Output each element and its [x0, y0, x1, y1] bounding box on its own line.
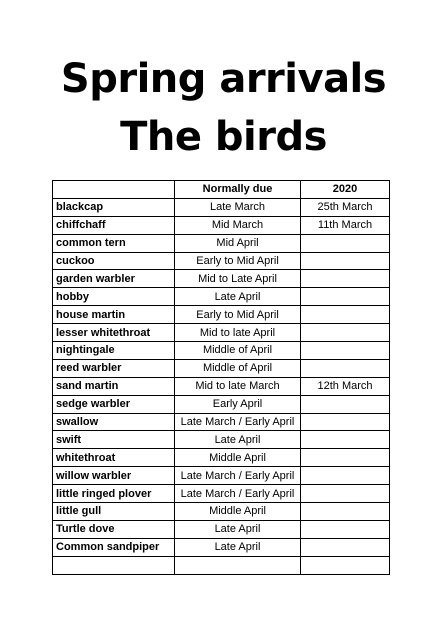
normally-due: Mid to late April	[175, 324, 301, 342]
bird-name: willow warbler	[53, 467, 175, 485]
normally-due: Late April	[175, 520, 301, 538]
normally-due: Late April	[175, 431, 301, 449]
arrival-2020	[301, 556, 390, 574]
normally-due: Middle of April	[175, 342, 301, 360]
arrival-2020	[301, 413, 390, 431]
arrival-2020	[301, 449, 390, 467]
normally-due: Early to Mid April	[175, 252, 301, 270]
page-title	[0, 50, 447, 166]
table-row	[53, 467, 390, 485]
normally-due: Mid to Late April	[175, 270, 301, 288]
bird-name: whitethroat	[53, 449, 175, 467]
table-row	[53, 413, 390, 431]
table-row	[53, 359, 390, 377]
table-row	[53, 306, 390, 324]
arrival-2020	[301, 270, 390, 288]
table-row	[53, 395, 390, 413]
arrival-2020	[301, 395, 390, 413]
bird-name: house martin	[53, 306, 175, 324]
table-row	[53, 216, 390, 234]
bird-name: reed warbler	[53, 359, 175, 377]
normally-due: Early April	[175, 395, 301, 413]
table-row	[53, 485, 390, 503]
header-normally-due: Normally due	[175, 181, 301, 199]
arrival-2020	[301, 306, 390, 324]
normally-due: Middle April	[175, 449, 301, 467]
bird-arrivals-table	[52, 180, 390, 575]
table-row	[53, 556, 390, 574]
normally-due: Late April	[175, 288, 301, 306]
normally-due: Mid March	[175, 216, 301, 234]
bird-name: common tern	[53, 234, 175, 252]
bird-name: little gull	[53, 503, 175, 521]
arrival-2020	[301, 234, 390, 252]
arrival-2020	[301, 324, 390, 342]
arrival-2020: 12th March	[301, 377, 390, 395]
bird-name: lesser whitethroat	[53, 324, 175, 342]
table-row	[53, 520, 390, 538]
bird-name: little ringed plover	[53, 485, 175, 503]
table-row	[53, 270, 390, 288]
bird-name: sand martin	[53, 377, 175, 395]
normally-due: Late March / Early April	[175, 485, 301, 503]
bird-name: hobby	[53, 288, 175, 306]
arrival-2020	[301, 538, 390, 556]
header-bird	[53, 181, 175, 199]
normally-due: Late March / Early April	[175, 467, 301, 485]
bird-name: sedge warbler	[53, 395, 175, 413]
table-row	[53, 342, 390, 360]
bird-name: blackcap	[53, 198, 175, 216]
arrival-2020	[301, 252, 390, 270]
arrival-2020	[301, 485, 390, 503]
normally-due: Mid to late March	[175, 377, 301, 395]
arrival-2020	[301, 359, 390, 377]
table-row	[53, 449, 390, 467]
arrival-2020	[301, 467, 390, 485]
normally-due: Middle April	[175, 503, 301, 521]
header-2020: 2020	[301, 181, 390, 199]
table-row	[53, 198, 390, 216]
bird-name: chiffchaff	[53, 216, 175, 234]
normally-due: Middle of April	[175, 359, 301, 377]
table-row	[53, 377, 390, 395]
table-row	[53, 431, 390, 449]
table-row	[53, 324, 390, 342]
arrival-2020	[301, 520, 390, 538]
arrival-2020: 11th March	[301, 216, 390, 234]
table-header-row	[53, 181, 390, 199]
arrival-2020	[301, 342, 390, 360]
normally-due: Early to Mid April	[175, 306, 301, 324]
table-row	[53, 234, 390, 252]
table-row	[53, 538, 390, 556]
bird-name: swift	[53, 431, 175, 449]
normally-due: Late March / Early April	[175, 413, 301, 431]
table-row	[53, 503, 390, 521]
arrival-2020: 25th March	[301, 198, 390, 216]
bird-name: Common sandpiper	[53, 538, 175, 556]
arrival-2020	[301, 431, 390, 449]
table-row	[53, 252, 390, 270]
bird-name	[53, 556, 175, 574]
title-line-2: The birds	[120, 114, 327, 160]
bird-name: nightingale	[53, 342, 175, 360]
arrival-2020	[301, 288, 390, 306]
arrival-2020	[301, 503, 390, 521]
normally-due: Late March	[175, 198, 301, 216]
normally-due: Mid April	[175, 234, 301, 252]
bird-name: garden warbler	[53, 270, 175, 288]
table-row	[53, 288, 390, 306]
bird-name: cuckoo	[53, 252, 175, 270]
normally-due	[175, 556, 301, 574]
bird-name: Turtle dove	[53, 520, 175, 538]
title-line-1: Spring arrivals	[60, 56, 387, 102]
normally-due: Late April	[175, 538, 301, 556]
bird-name: swallow	[53, 413, 175, 431]
